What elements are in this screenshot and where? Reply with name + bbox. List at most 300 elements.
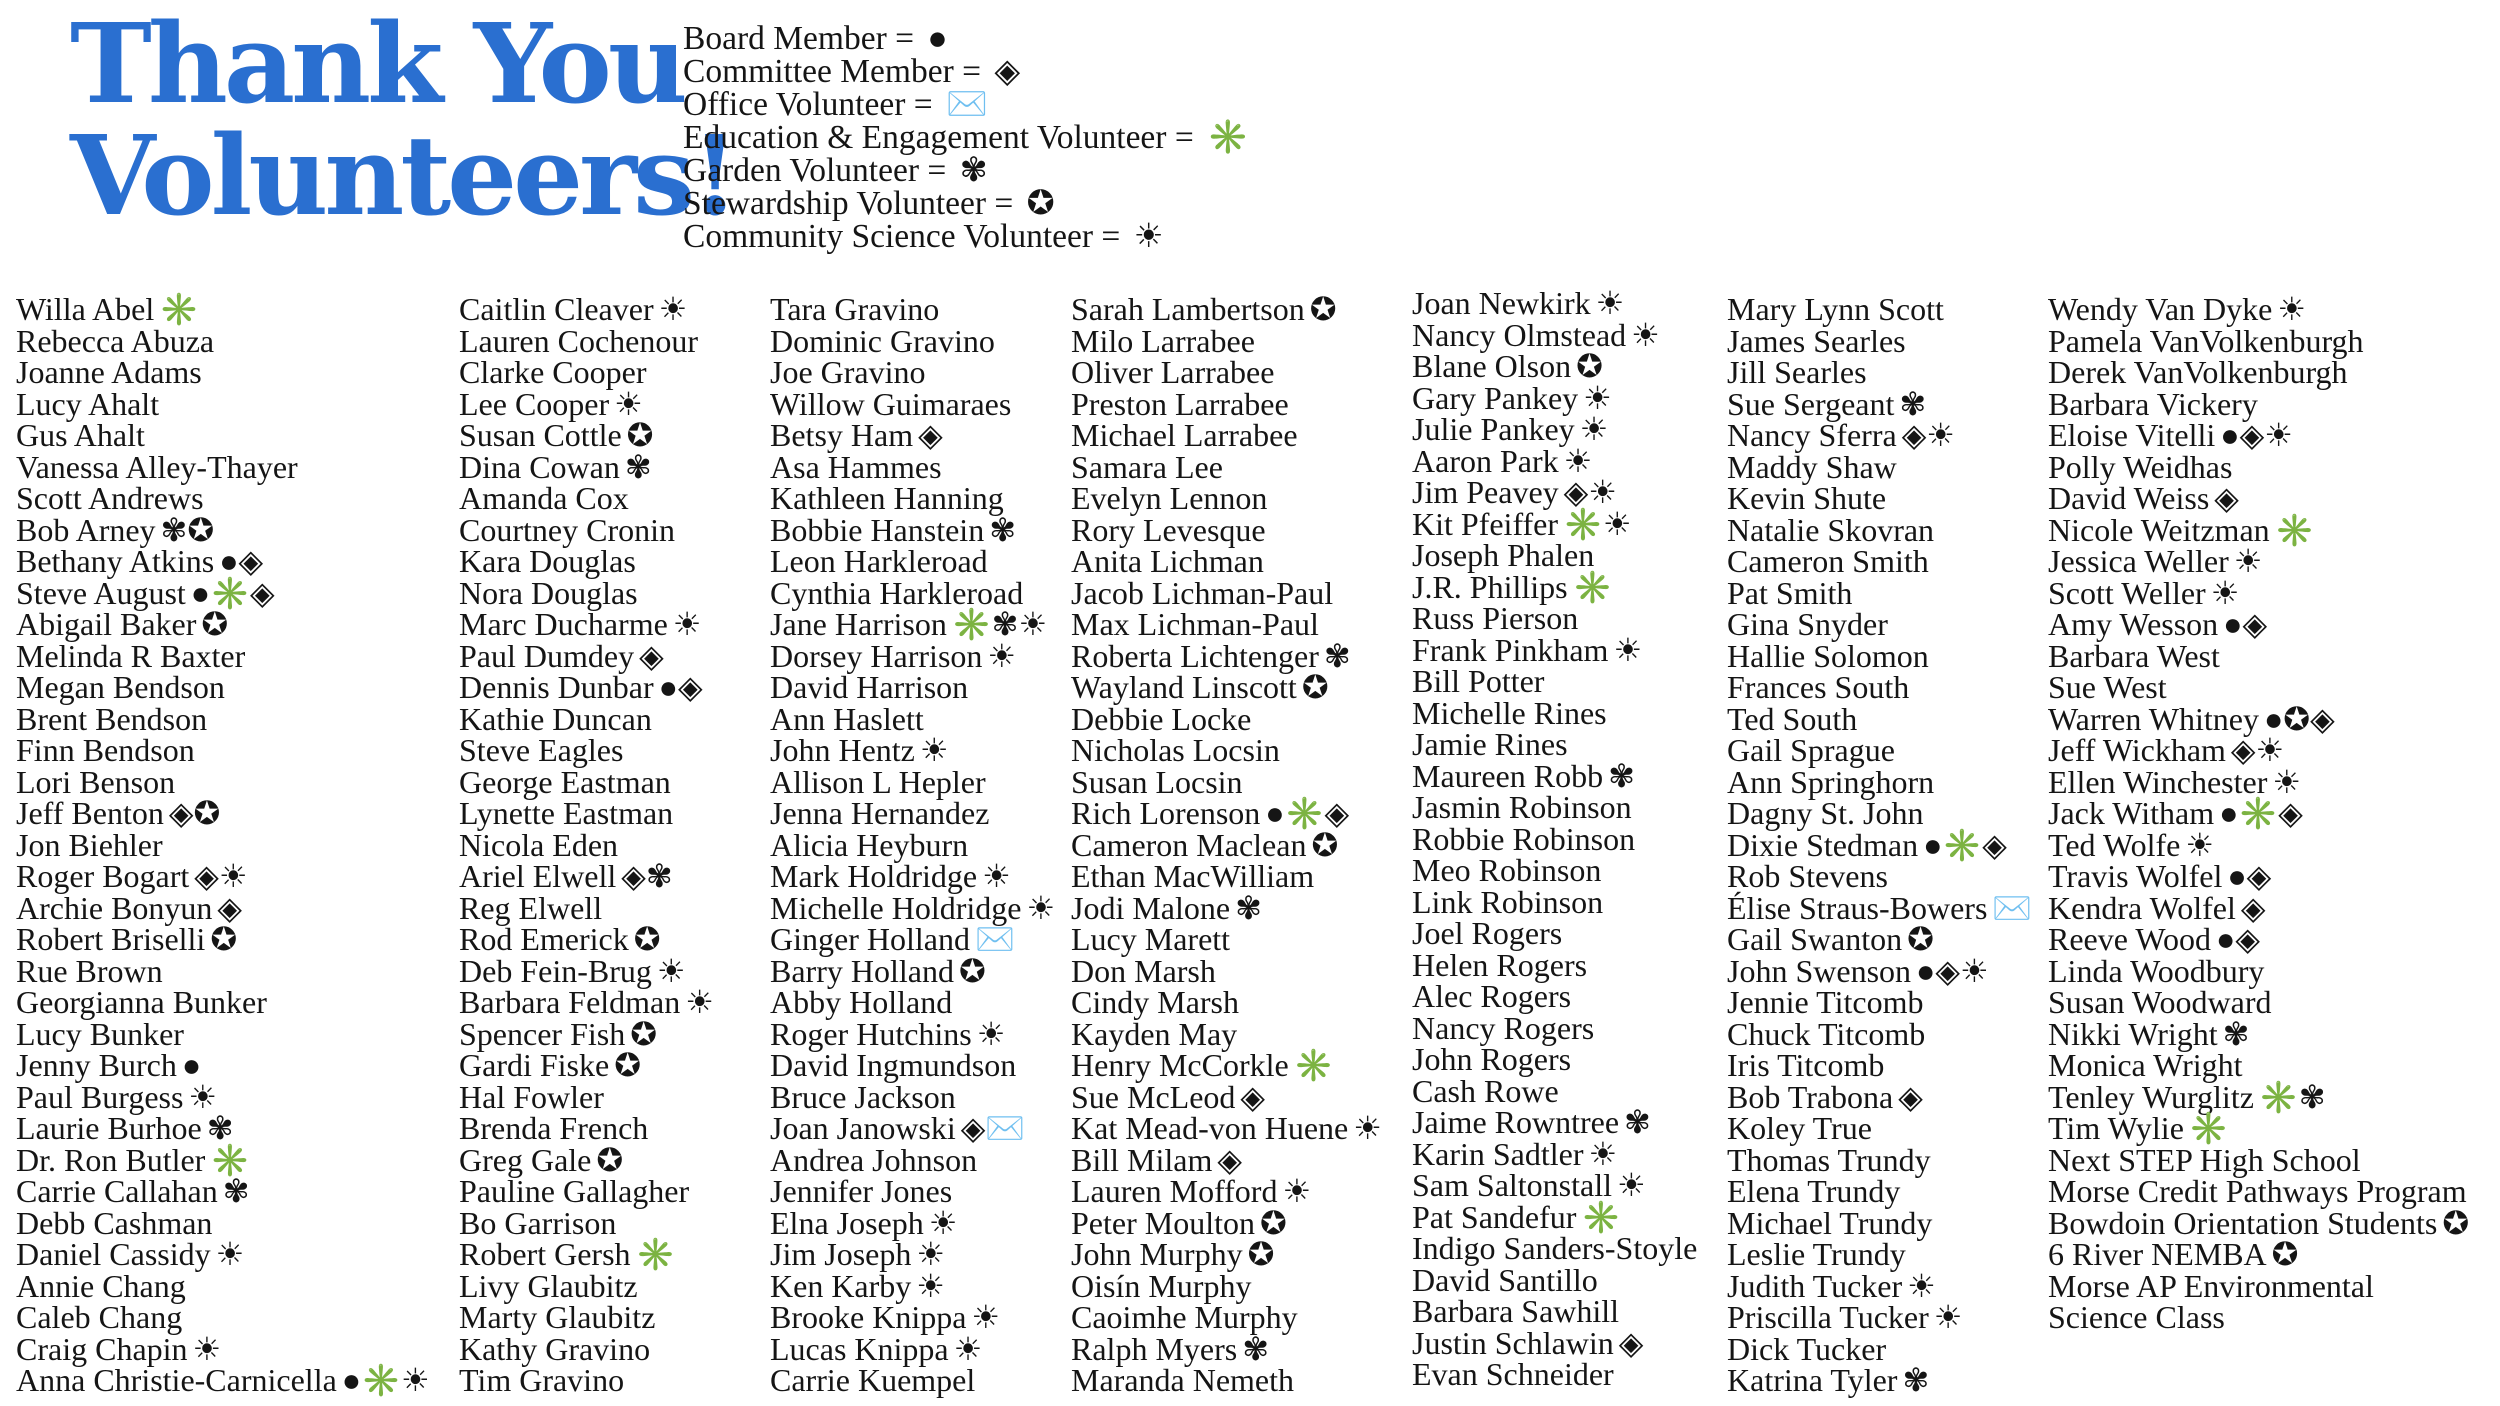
volunteer-entry [2048, 1267, 2469, 1304]
volunteer-entry [16, 669, 430, 705]
role-symbols-icon: ☀ [2233, 543, 2263, 579]
volunteer-name: Scott Andrews [16, 480, 204, 516]
volunteer-entry [16, 1267, 430, 1304]
volunteer-name: Tim Wylie [2048, 1110, 2184, 1146]
volunteer-name: Willa Abel [16, 291, 155, 327]
role-symbols-icon: ☀ [2210, 574, 2240, 611]
role-symbols-icon: ☀ [1588, 1135, 1618, 1172]
volunteer-name: Archie Bonyun [16, 889, 213, 926]
volunteer-entry [1727, 1173, 2032, 1209]
volunteer-entry [16, 354, 430, 390]
role-symbols-icon: ◈✉️ [960, 1110, 1026, 1146]
role-symbols-icon: ◈ [2240, 889, 2266, 926]
volunteer-entry [16, 1078, 430, 1115]
volunteer-entry [16, 574, 430, 611]
volunteer-entry [459, 795, 714, 831]
volunteer-entry [2048, 480, 2469, 516]
volunteer-name: Derek VanVolkenburgh [2048, 354, 2348, 390]
volunteer-name: Henry McCorkle [1071, 1047, 1289, 1083]
volunteer-entry [1071, 543, 1382, 579]
volunteer-entry [16, 889, 430, 926]
volunteer-name: Rory Levesque [1071, 511, 1266, 548]
volunteer-name: Amanda Cox [459, 480, 629, 516]
volunteer-entry [1071, 700, 1382, 737]
volunteer-name: Michael Larrabee [1071, 417, 1298, 453]
volunteer-name: Kara Douglas [459, 543, 636, 579]
volunteer-entry [1071, 480, 1382, 516]
volunteer-name: Steve Eagles [459, 732, 624, 768]
volunteer-name: Link Robinson [1412, 883, 1604, 920]
volunteer-name: Roger Bogart [16, 858, 190, 894]
volunteer-entry [1071, 1362, 1382, 1398]
volunteer-entry [770, 480, 1055, 516]
volunteer-name: John Hentz [770, 732, 915, 768]
volunteer-name: Jenna Hernandez [770, 795, 990, 831]
volunteer-entry [16, 480, 430, 516]
volunteer-column-4 [1071, 291, 1382, 1398]
role-symbols-icon: ✳️ [2188, 1110, 2229, 1146]
volunteer-entry [459, 385, 714, 422]
volunteer-name: Bowdoin Orientation Students [2048, 1204, 2438, 1241]
volunteer-name: Jessica Weller [2048, 543, 2229, 579]
volunteer-entry [2048, 1299, 2469, 1335]
board-member-icon: ● [927, 20, 948, 57]
volunteer-name: Sam Saltonstall [1412, 1167, 1612, 1203]
volunteer-name: Jennie Titcomb [1727, 984, 1924, 1020]
volunteer-entry [2048, 1173, 2469, 1209]
volunteer-entry [770, 1204, 1055, 1241]
volunteer-entry [1412, 442, 1697, 479]
volunteer-entry [459, 480, 714, 516]
volunteer-name: Lee Cooper [459, 385, 610, 422]
volunteer-name: Kathy Gravino [459, 1330, 651, 1367]
role-symbols-icon: ☀ [1613, 631, 1643, 668]
volunteer-entry [459, 511, 714, 548]
volunteer-entry [1071, 1173, 1382, 1209]
volunteer-name: Pauline Gallagher [459, 1173, 690, 1209]
volunteer-name: Jeff Wickham [2048, 732, 2226, 768]
volunteer-entry [1727, 480, 2032, 516]
volunteer-entry [1412, 946, 1697, 983]
volunteer-entry [2048, 826, 2469, 863]
volunteer-entry [770, 669, 1055, 705]
volunteer-entry [770, 1267, 1055, 1304]
volunteer-name: Gardi Fiske [459, 1047, 610, 1083]
volunteer-entry [1727, 1267, 2032, 1304]
role-symbols-icon: ☀ [982, 858, 1011, 894]
volunteer-entry [1412, 1104, 1697, 1140]
volunteer-name: Ethan MacWilliam [1071, 858, 1315, 894]
volunteer-name: Eloise Vitelli [2048, 417, 2216, 453]
role-symbols-icon: ●✳️☀ [341, 1362, 430, 1398]
role-symbols-icon: ☀ [1617, 1167, 1646, 1203]
volunteer-name: Lauren Mofford [1071, 1173, 1278, 1209]
volunteer-name: Cameron Maclean [1071, 826, 1307, 863]
volunteer-entry [459, 1110, 714, 1146]
volunteer-entry [1071, 322, 1382, 359]
volunteer-name: Jaime Rowntree [1412, 1104, 1620, 1140]
volunteer-name: Iris Titcomb [1727, 1047, 1885, 1083]
volunteer-name: George Eastman [459, 763, 671, 800]
volunteer-entry [16, 1330, 430, 1367]
volunteer-name: Nicholas Locsin [1071, 732, 1280, 768]
volunteer-name: Warren Whitney [2048, 700, 2259, 737]
volunteer-entry [459, 543, 714, 579]
volunteer-entry [459, 637, 714, 674]
volunteer-name: Ann Springhorn [1727, 763, 1935, 800]
role-symbols-icon: ✾ [222, 1173, 250, 1209]
volunteer-entry [459, 952, 714, 989]
volunteer-entry [770, 1078, 1055, 1115]
volunteer-entry [459, 1299, 714, 1335]
volunteer-name: Robert Briselli [16, 921, 206, 957]
symbol-legend [683, 22, 1249, 253]
volunteer-entry [459, 1047, 714, 1083]
volunteer-entry [2048, 669, 2469, 705]
volunteer-name: Lauren Cochenour [459, 322, 699, 359]
volunteer-entry [1412, 757, 1697, 794]
volunteer-entry [770, 448, 1055, 485]
volunteer-name: Kevin Shute [1727, 480, 1887, 516]
role-symbols-icon: ◈ [1240, 1078, 1266, 1115]
volunteer-name: Julie Pankey [1412, 411, 1575, 447]
volunteer-entry [16, 606, 430, 642]
volunteer-name: Brenda French [459, 1110, 649, 1146]
volunteer-name: Hal Fowler [459, 1078, 604, 1115]
role-symbols-icon: ●✳️◈ [1923, 826, 2007, 863]
role-symbols-icon: ☀ [971, 1299, 1001, 1335]
sun-icon: ☀ [1133, 218, 1164, 255]
volunteer-entry [1727, 417, 2032, 453]
volunteer-entry [459, 448, 714, 485]
volunteer-entry [2048, 354, 2469, 390]
role-symbols-icon: ☀ [672, 606, 702, 642]
volunteer-entry [1727, 1330, 2032, 1367]
volunteer-name: Nancy Sferra [1727, 417, 1897, 453]
volunteer-entry [1412, 820, 1697, 857]
role-symbols-icon: ● [181, 1047, 202, 1083]
role-symbols-icon: ✳️✾☀ [951, 606, 1048, 642]
role-symbols-icon: ✳️ [210, 1141, 251, 1178]
volunteer-name: Frank Pinkham [1412, 631, 1609, 668]
volunteer-name: Alicia Heyburn [770, 826, 969, 863]
volunteer-entry [2048, 1110, 2469, 1146]
volunteer-name: Ted Wolfe [2048, 826, 2181, 863]
volunteer-entry [1071, 1236, 1382, 1272]
title-line-2: Volunteers! [70, 111, 736, 240]
volunteer-entry [1071, 826, 1382, 863]
role-symbols-icon: ☀ [1026, 889, 1056, 926]
volunteer-name: Russ Pierson [1412, 600, 1579, 636]
volunteer-name: Anita Lichman [1071, 543, 1264, 579]
volunteer-entry [770, 921, 1055, 957]
role-symbols-icon: ✪ [626, 417, 654, 453]
volunteer-entry [1412, 1198, 1697, 1235]
volunteer-entry [16, 1236, 430, 1272]
volunteer-name: Gary Pankey [1412, 379, 1579, 416]
volunteer-column-7 [2048, 291, 2470, 1335]
role-symbols-icon: ☀ [1353, 1110, 1382, 1146]
volunteer-entry [2048, 889, 2469, 926]
volunteer-entry [459, 322, 714, 359]
volunteer-name: Brooke Knippa [770, 1299, 967, 1335]
volunteer-name: Finn Bendson [16, 732, 195, 768]
volunteer-name: Marty Glaubitz [459, 1299, 656, 1335]
volunteer-name: Nancy Rogers [1412, 1009, 1595, 1046]
role-symbols-icon: ✾ [1899, 385, 1927, 422]
volunteer-entry [770, 795, 1055, 831]
volunteer-name: Clarke Cooper [459, 354, 647, 390]
volunteer-entry [459, 574, 714, 611]
volunteer-entry [1071, 921, 1382, 957]
role-symbols-icon: ✾ [1235, 889, 1262, 926]
volunteer-column-5 [1412, 285, 1698, 1392]
role-symbols-icon: ●✳️◈ [1265, 795, 1350, 831]
volunteer-name: Nancy Olmstead [1412, 316, 1627, 353]
volunteer-name: 6 River NEMBA [2048, 1236, 2267, 1272]
role-symbols-icon: ☀ [2272, 763, 2302, 800]
volunteer-entry [1071, 574, 1382, 611]
volunteer-name: Paul Burgess [16, 1078, 184, 1115]
volunteer-name: Alec Rogers [1412, 978, 1572, 1014]
role-symbols-icon: ◈ [1618, 1324, 1644, 1361]
legend-office-volunteer: Office Volunteer = ✉️ [683, 86, 988, 123]
volunteer-entry [1727, 858, 2032, 894]
role-symbols-icon: ◈ [639, 637, 664, 674]
volunteer-entry [770, 1236, 1055, 1272]
volunteer-entry [1727, 700, 2032, 737]
volunteer-name: Bruce Jackson [770, 1078, 956, 1115]
role-symbols-icon: ✳️ [1293, 1047, 1334, 1083]
volunteer-name: Laurie Burhoe [16, 1110, 202, 1146]
role-symbols-icon: ✪ [614, 1047, 642, 1083]
volunteer-entry [2048, 1047, 2469, 1083]
volunteer-entry [1727, 1299, 2032, 1335]
volunteer-entry [459, 1267, 714, 1304]
legend-education-volunteer: Education & Engagement Volunteer = ✳️ [683, 119, 1249, 156]
volunteer-name: Thomas Trundy [1727, 1141, 1931, 1178]
volunteer-entry [459, 1236, 714, 1272]
role-symbols-icon: ✾✪ [160, 511, 215, 548]
volunteer-name: Jim Joseph [770, 1236, 912, 1272]
volunteer-entry [459, 732, 714, 768]
volunteer-name: Joe Gravino [770, 354, 926, 390]
volunteer-name: Hallie Solomon [1727, 637, 1929, 674]
flower-icon: ✾ [959, 152, 988, 189]
volunteer-name: Elena Trundy [1727, 1173, 1901, 1209]
role-symbols-icon: ✾ [1323, 637, 1351, 674]
role-symbols-icon: ✾ [2222, 1015, 2250, 1052]
volunteer-name: Jon Biehler [16, 826, 163, 863]
role-symbols-icon: ✪ [596, 1141, 624, 1178]
volunteer-entry [1727, 732, 2032, 768]
volunteer-name: Bethany Atkins [16, 543, 215, 579]
role-symbols-icon: ●◈ [2216, 921, 2260, 957]
volunteer-entry [459, 291, 714, 327]
volunteer-entry [1071, 858, 1382, 894]
role-symbols-icon: ✳️ [1581, 1198, 1622, 1235]
volunteer-name: Spencer Fish [459, 1015, 626, 1052]
volunteer-name: Travis Wolfel [2048, 858, 2223, 894]
volunteer-name: Milo Larrabee [1071, 322, 1255, 359]
volunteer-name: Susan Locsin [1071, 763, 1243, 800]
volunteer-entry [459, 417, 714, 453]
volunteer-name: Vanessa Alley-Thayer [16, 448, 298, 485]
volunteer-entry [1412, 316, 1697, 353]
volunteer-entry [16, 795, 430, 831]
volunteer-name: John Swenson [1727, 952, 1912, 989]
volunteer-entry [2048, 795, 2469, 831]
volunteer-entry [1071, 889, 1382, 926]
role-symbols-icon: ◈☀ [2230, 732, 2285, 768]
volunteer-name: Wendy Van Dyke [2048, 291, 2273, 327]
volunteer-entry [770, 1015, 1055, 1052]
volunteer-entry [1071, 1015, 1382, 1052]
volunteer-entry [2048, 1236, 2469, 1272]
volunteer-entry [1412, 1293, 1697, 1329]
role-symbols-icon: ✉️ [1992, 889, 2033, 926]
volunteer-entry [16, 700, 430, 737]
volunteer-name: Jamie Rines [1412, 726, 1568, 762]
volunteer-entry [770, 511, 1055, 548]
volunteer-name: Reg Elwell [459, 889, 603, 926]
volunteer-name: Carrie Kuempel [770, 1362, 976, 1398]
volunteer-entry [2048, 1078, 2469, 1115]
volunteer-entry [16, 1110, 430, 1146]
volunteer-column-2 [459, 291, 714, 1398]
volunteer-name: Jennifer Jones [770, 1173, 953, 1209]
volunteer-name: Ann Haslett [770, 700, 924, 737]
volunteer-name: Anna Christie-Carnicella [16, 1362, 337, 1398]
role-symbols-icon: ✾ [989, 511, 1016, 548]
volunteer-name: Debb Cashman [16, 1204, 213, 1241]
volunteer-name: Asa Hammes [770, 448, 942, 485]
volunteer-name: Annie Chang [16, 1267, 186, 1304]
volunteer-entry [459, 763, 714, 800]
volunteer-entry [1071, 637, 1382, 674]
role-symbols-icon: ☀ [1282, 1173, 1312, 1209]
role-symbols-icon: ☀ [916, 1267, 945, 1304]
role-symbols-icon: ◈ [2214, 480, 2239, 516]
volunteer-name: Maranda Nemeth [1071, 1362, 1295, 1398]
volunteer-entry [770, 1047, 1055, 1083]
volunteer-name: Kit Pfeiffer [1412, 505, 1559, 542]
role-symbols-icon: ●✪◈ [2263, 700, 2335, 737]
volunteer-entry [1727, 1047, 2032, 1083]
role-symbols-icon: ☀ [1933, 1299, 1963, 1335]
volunteer-entry [459, 700, 714, 737]
volunteer-entry [770, 322, 1055, 359]
volunteer-column-1 [16, 291, 430, 1398]
role-symbols-icon: ☀ [1563, 442, 1593, 479]
volunteer-entry [1727, 448, 2032, 485]
volunteer-name: Maureen Robb [1412, 757, 1604, 794]
volunteer-name: Dixie Stedman [1727, 826, 1919, 863]
role-symbols-icon: ✪ [1301, 669, 1329, 705]
volunteer-name: Dagny St. John [1727, 795, 1924, 831]
volunteer-name: Michelle Rines [1412, 694, 1607, 731]
volunteer-entry [1727, 1141, 2032, 1178]
legend-stewardship-volunteer: Stewardship Volunteer = ✪ [683, 185, 1055, 222]
volunteer-entry [16, 637, 430, 674]
volunteer-name: Pat Sandefur [1412, 1198, 1577, 1235]
role-symbols-icon: ◈☀ [1563, 474, 1617, 510]
role-symbols-icon: ✾ [1242, 1330, 1270, 1367]
role-symbols-icon: ☀ [1579, 411, 1609, 447]
volunteer-name: Ken Karby [770, 1267, 912, 1304]
volunteer-entry [770, 417, 1055, 453]
volunteer-name: Jim Peavey [1412, 474, 1559, 510]
volunteer-name: Oliver Larrabee [1071, 354, 1275, 390]
volunteer-name: Bill Milam [1071, 1141, 1213, 1178]
volunteer-name: Preston Larrabee [1071, 385, 1289, 422]
volunteer-entry [1727, 669, 2032, 705]
volunteer-entry [1071, 1204, 1382, 1241]
volunteer-name: Ralph Myers [1071, 1330, 1238, 1367]
volunteer-name: Rich Lorenson [1071, 795, 1261, 831]
volunteer-entry [16, 1362, 430, 1398]
volunteer-name: Ginger Holland [770, 921, 970, 957]
volunteer-name: Marc Ducharme [459, 606, 668, 642]
volunteer-entry [16, 826, 430, 863]
volunteer-entry [1071, 1078, 1382, 1115]
role-symbols-icon: ☀ [614, 385, 643, 422]
volunteer-name: Megan Bendson [16, 669, 225, 705]
volunteer-name: Jack Witham [2048, 795, 2215, 831]
role-symbols-icon: ✪ [201, 606, 229, 642]
volunteer-entry [770, 952, 1055, 989]
role-symbols-icon: ☀ [1583, 379, 1612, 416]
volunteer-entry [1412, 1135, 1697, 1172]
volunteer-name: Lucy Bunker [16, 1015, 184, 1052]
volunteer-name: Pat Smith [1727, 574, 1853, 611]
volunteer-entry [1071, 984, 1382, 1020]
legend-community-science-volunteer: Community Science Volunteer = ☀ [683, 218, 1164, 255]
volunteer-name: Barbara Feldman [459, 984, 681, 1020]
volunteer-name: Don Marsh [1071, 952, 1216, 989]
volunteer-entry [459, 889, 714, 926]
legend-committee-member: Committee Member = ◈ [683, 53, 1021, 90]
role-symbols-icon: ☀ [987, 637, 1017, 674]
volunteer-entry [16, 763, 430, 800]
volunteer-name: Gail Sprague [1727, 732, 1895, 768]
volunteer-name: Lucy Marett [1071, 921, 1231, 957]
role-symbols-icon: ◈☀ [194, 858, 248, 894]
volunteer-name: Livy Glaubitz [459, 1267, 638, 1304]
envelope-icon: ✉️ [946, 86, 988, 123]
role-symbols-icon: ✪ [210, 921, 238, 957]
volunteer-entry [1412, 537, 1697, 573]
volunteer-entry [1727, 1078, 2032, 1115]
volunteer-entry [459, 1141, 714, 1178]
volunteer-name: Caoimhe Murphy [1071, 1299, 1298, 1335]
volunteer-name: Cynthia Harkleroad [770, 574, 1024, 611]
volunteer-entry [770, 763, 1055, 800]
volunteer-entry [2048, 858, 2469, 894]
volunteer-entry [770, 1173, 1055, 1209]
volunteer-name: Polly Weidhas [2048, 448, 2233, 485]
volunteer-entry [16, 858, 430, 894]
volunteer-name: Betsy Ham [770, 417, 914, 453]
volunteer-entry [1412, 978, 1697, 1014]
volunteer-name: Sue McLeod [1071, 1078, 1236, 1115]
volunteer-name: Steve August [16, 574, 186, 611]
volunteer-entry [459, 858, 714, 894]
volunteer-entry [1412, 1009, 1697, 1046]
role-symbols-icon: ✾ [1624, 1104, 1651, 1140]
volunteer-entry [770, 606, 1055, 642]
volunteer-name: Karin Sadtler [1412, 1135, 1584, 1172]
